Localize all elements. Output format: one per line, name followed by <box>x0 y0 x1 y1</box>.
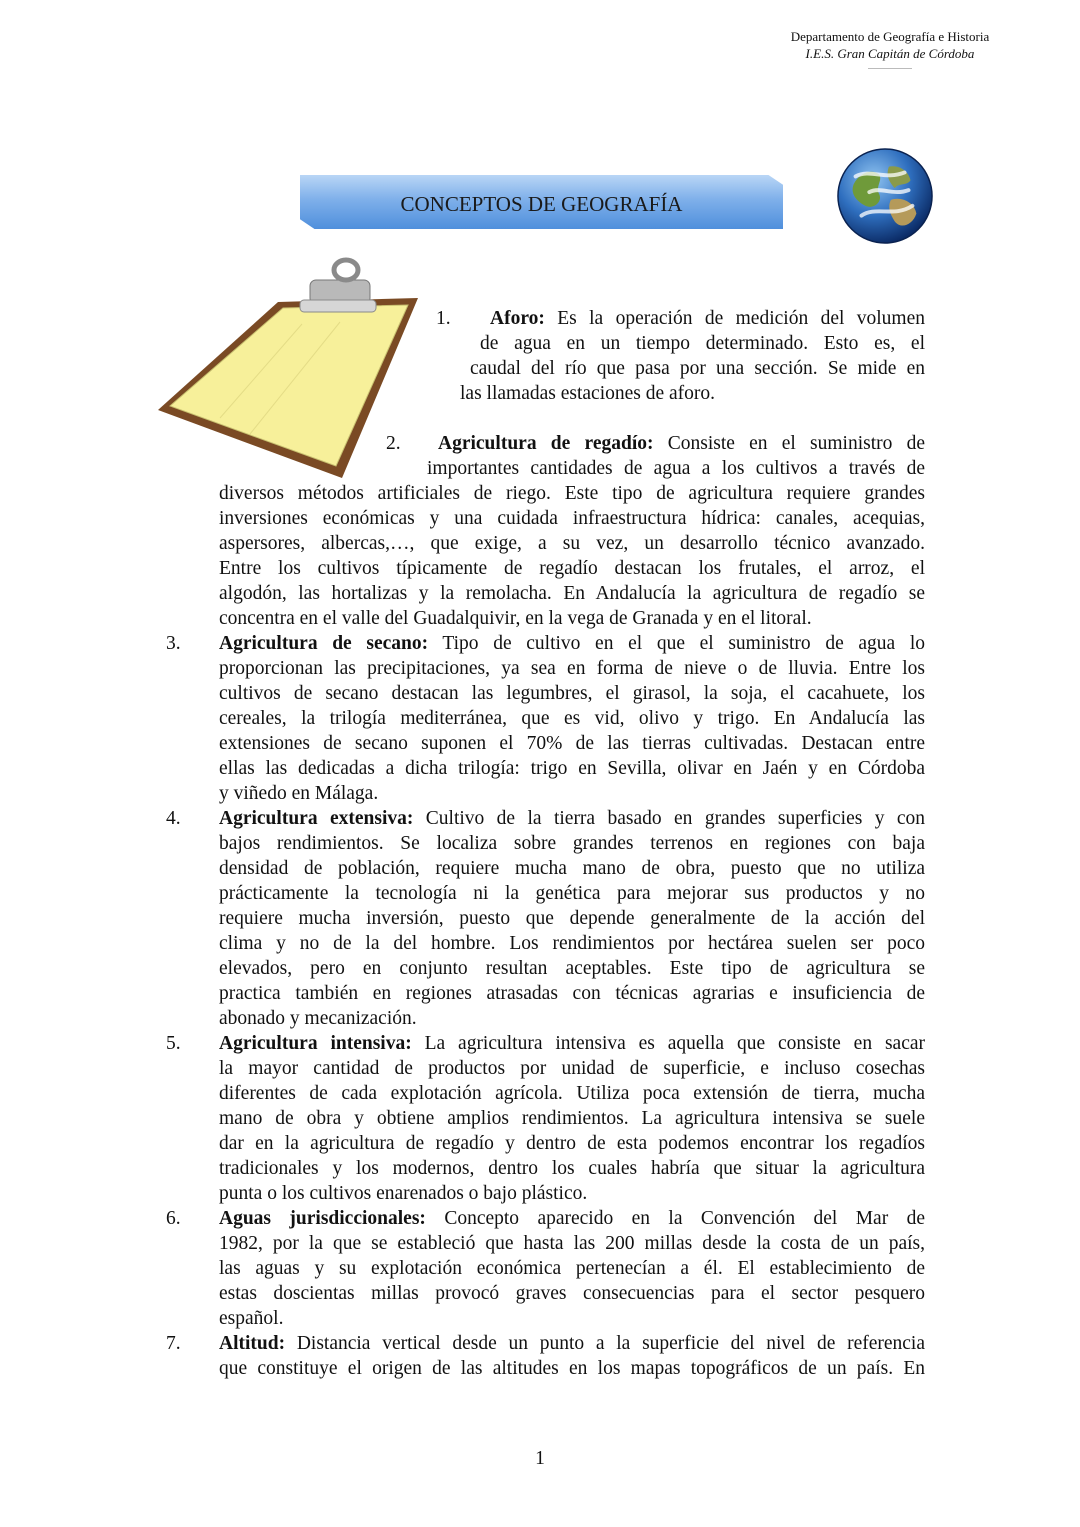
entry-2-line-8: concentra en el valle del Guadalquivir, en la vega de Granada y en el litoral. <box>219 608 812 629</box>
entry-1-number: 1. <box>436 308 451 329</box>
entry-1-line-4: las llamadas estaciones de aforo. <box>460 383 716 404</box>
entry-5-term: Agricultura intensiva: <box>219 1033 412 1054</box>
entry-7 <box>219 1331 925 1381</box>
entry-3 <box>219 631 925 806</box>
entry-4-line-3: densidad de población, requiere mucha mano de obra, puesto que no utiliza <box>219 858 925 879</box>
entry-5-line-1: La agricultura intensiva es aquella que consiste en sacar <box>424 1033 926 1054</box>
entry-3-line-6: ellas las dedicadas a dicha trilogía: trigo en Sevilla, olivar en Jaén y en Córdoba <box>219 758 925 779</box>
entry-5-line-7: punta o los cultivos enarenados o bajo plástico. <box>219 1183 588 1204</box>
entry-5-line-5: dar en la agricultura de regadío y dentro de esta podemos encontrar los regadíos <box>219 1133 925 1154</box>
entry-2-number: 2. <box>386 433 401 454</box>
entry-4-line-2: bajos rendimientos. Se localiza sobre grandes terrenos en regiones con baja <box>219 833 925 854</box>
entry-4-line-5: requiere mucha inversión, puesto que depende generalmente de la acción del <box>219 908 925 929</box>
entry-1-line-3: caudal del río que pasa por una sección. Se mide en <box>470 358 925 379</box>
entry-5-line-2: la mayor cantidad de productos por unidad de superficie, e incluso cosechas <box>219 1058 925 1079</box>
entry-2-line-6: Entre los cultivos típicamente de regadío destacan los frutales, el arroz, el <box>219 558 925 579</box>
entry-4-number: 4. <box>166 808 181 829</box>
header-department: Departamento de Geografía e Historia <box>790 29 990 44</box>
entry-4-line-7: elevados, pero en conjunto resultan aceptables. Este tipo de agricultura se <box>219 958 925 979</box>
entry-4-term: Agricultura extensiva: <box>219 808 414 829</box>
header-institution: I.E.S. Gran Capitán de Córdoba <box>805 46 975 61</box>
entry-3-line-4: cereales, la trilogía mediterránea, que es vid, olivo y trigo. En Andalucía las <box>219 708 925 729</box>
entry-5-line-6: tradicionales y los modernos, dentro los cuales habría que situar la agricultura <box>219 1158 925 1179</box>
entry-4-line-8: practica también en regiones atrasadas con técnicas agrarias e insuficiencia de <box>219 983 925 1004</box>
entry-2 <box>219 431 925 631</box>
entry-7-term: Altitud: <box>219 1333 286 1354</box>
entry-3-line-3: cultivos de secano destacan las legumbres, el girasol, la soja, el cacahuete, los <box>219 683 925 704</box>
entry-6-line-1: Concepto aparecido en la Convención del Mar de <box>444 1208 926 1229</box>
entry-1-line-1: Es la operación de medición del volumen <box>557 308 926 329</box>
entry-7-number: 7. <box>166 1333 181 1354</box>
entry-1-term: Aforo: <box>490 308 545 329</box>
entry-3-line-5: extensiones de secano suponen el 70% de las tierras cultivadas. Destacan entre <box>219 733 925 754</box>
entry-2-line-1: Consiste en el suministro de <box>667 433 926 454</box>
entry-2-line-2: importantes cantidades de agua a los cultivos a través de <box>427 458 925 479</box>
entry-2-line-3: diversos métodos artificiales de riego. Este tipo de agricultura requiere grandes <box>219 483 925 504</box>
entry-4-line-4: prácticamente la tecnología ni la genética para mejorar sus productos y no <box>219 883 925 904</box>
entry-6 <box>219 1206 925 1331</box>
entry-6-term: Aguas jurisdiccionales: <box>219 1208 426 1229</box>
entry-5 <box>219 1031 925 1206</box>
entry-2-line-7: algodón, las hortalizas y la remolacha. En Andalucía la agricultura de regadío se <box>219 583 925 604</box>
document-header <box>740 28 1040 69</box>
entry-4-line-6: clima y no de la del hombre. Los rendimientos por hectárea suelen ser poco <box>219 933 925 954</box>
entry-5-line-3: diferentes de cada explotación agrícola. Utiliza poca extensión de tierra, mucha <box>219 1083 925 1104</box>
entry-4-line-9: abonado y mecanización. <box>219 1008 417 1029</box>
entry-3-term: Agricultura de secano: <box>219 633 429 654</box>
entry-5-line-4: mano de obra y obtiene amplios rendimientos. La agricultura intensiva se suele <box>219 1108 925 1129</box>
entry-3-number: 3. <box>166 633 181 654</box>
entry-6-line-5: español. <box>219 1308 284 1329</box>
entry-3-line-2: proporcionan las precipitaciones, ya sea en forma de nieve o de lluvia. Entre los <box>219 658 925 679</box>
entry-3-line-7: y viñedo en Málaga. <box>219 783 379 804</box>
entry-2-term: Agricultura de regadío: <box>438 433 654 454</box>
entry-3-line-1: Tipo de cultivo en el que el suministro de agua lo <box>442 633 925 654</box>
entry-7-line-1: Distancia vertical desde un punto a la superficie del nivel de referencia <box>296 1333 925 1354</box>
globe-icon <box>836 147 934 245</box>
entry-6-number: 6. <box>166 1208 181 1229</box>
entry-6-line-4: estas doscientas millas provocó graves consecuencias para el sector pesquero <box>219 1283 925 1304</box>
entry-7-line-2: que constituye el origen de las altitudes en los mapas topográficos de un país. En <box>219 1358 925 1379</box>
entry-5-number: 5. <box>166 1033 181 1054</box>
entry-4-line-1: Cultivo de la tierra basado en grandes superficies y con <box>425 808 926 829</box>
entry-1-line-2: de agua en un tiempo determinado. Esto es, el <box>480 333 925 354</box>
page-number: 1 <box>535 1448 545 1469</box>
entry-4 <box>219 806 925 1031</box>
entry-6-line-3: las aguas y su explotación económica pertenecían a él. El establecimiento de <box>219 1258 925 1279</box>
entry-2-line-5: aspersores, albercas,…, que exige, a su vez, un desarrollo técnico avanzado. <box>219 533 925 554</box>
header-rule <box>868 68 912 69</box>
entry-6-line-2: 1982, por la que se estableció que hasta las 200 millas desde la costa de un país, <box>219 1233 925 1254</box>
entry-1 <box>460 306 925 406</box>
entry-2-line-4: inversiones económicas y una cuidada infraestructura hídrica: canales, acequias, <box>219 508 925 529</box>
banner-title: CONCEPTOS DE GEOGRAFÍA <box>400 192 683 216</box>
